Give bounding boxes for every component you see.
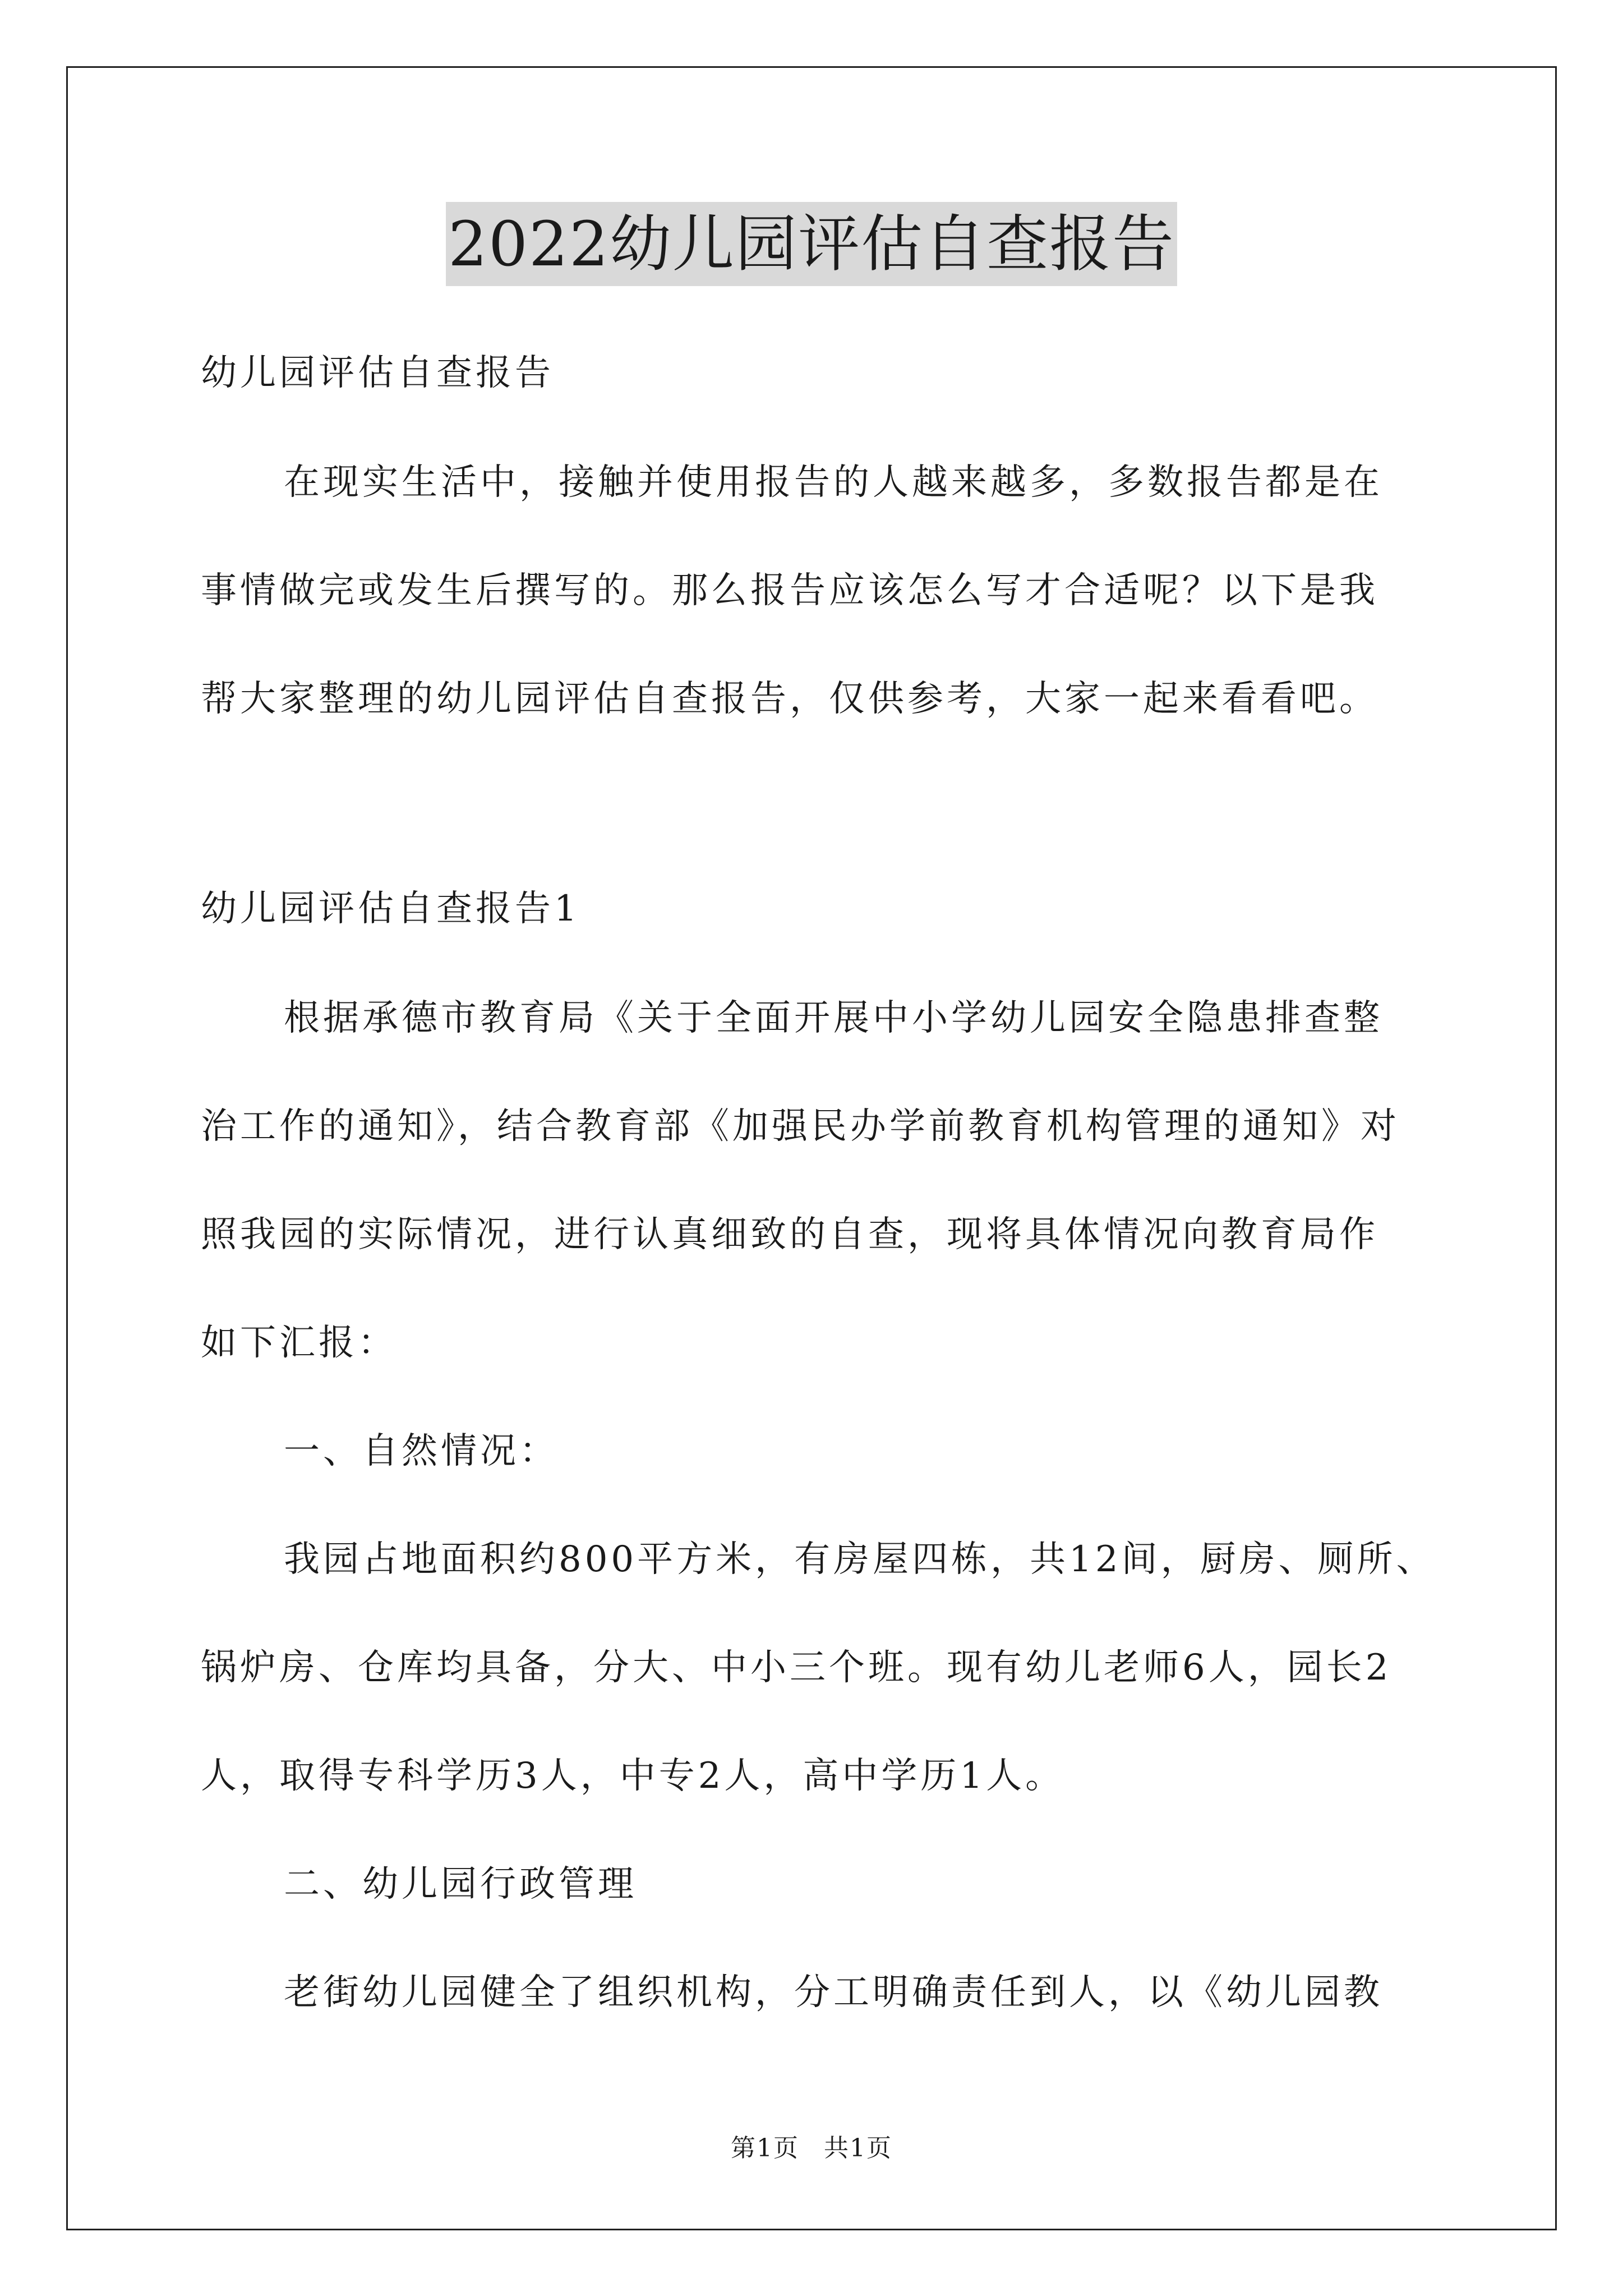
document-title: 2022幼儿园评估自查报告 bbox=[446, 202, 1177, 286]
heading-administration: 二、幼儿园行政管理 bbox=[284, 1864, 637, 1905]
section-heading: 幼儿园评估自查报告1 bbox=[201, 888, 580, 930]
paragraph-line: 锅炉房、仓库均具备，分大、中小三个班。现有幼儿老师6人，园长2 bbox=[201, 1647, 1392, 1688]
page-total: 共1页 bbox=[824, 2134, 892, 2162]
paragraph-line: 如下汇报： bbox=[201, 1322, 397, 1364]
page-footer bbox=[0, 2132, 1623, 2165]
paragraph-line: 根据承德市教育局《关于全面开展中小学幼儿园安全隐患排查整 bbox=[284, 997, 1383, 1039]
page-number: 第1页 bbox=[731, 2134, 799, 2162]
heading-natural-conditions: 一、自然情况： bbox=[284, 1430, 559, 1472]
intro-line: 在现实生活中，接触并使用报告的人越来越多，多数报告都是在 bbox=[284, 462, 1383, 503]
subtitle: 幼儿园评估自查报告 bbox=[201, 352, 554, 394]
paragraph-line: 我园占地面积约800平方米，有房屋四栋，共12间，厨房、厕所、 bbox=[284, 1539, 1436, 1580]
paragraph-line: 照我园的实际情况，进行认真细致的自查，现将具体情况向教育局作 bbox=[201, 1214, 1378, 1255]
paragraph-line: 老街幼儿园健全了组织机构，分工明确责任到人，以《幼儿园教 bbox=[284, 1972, 1383, 2013]
paragraph-line: 治工作的通知》，结合教育部《加强民办学前教育机构管理的通知》对 bbox=[201, 1106, 1400, 1147]
intro-line: 帮大家整理的幼儿园评估自查报告，仅供参考，大家一起来看看吧。 bbox=[201, 678, 1378, 720]
intro-line: 事情做完或发生后撰写的。那么报告应该怎么写才合适呢？以下是我 bbox=[201, 570, 1378, 611]
paragraph-line: 人，取得专科学历3人，中专2人，高中学历1人。 bbox=[201, 1755, 1065, 1797]
title-block bbox=[0, 202, 1623, 286]
